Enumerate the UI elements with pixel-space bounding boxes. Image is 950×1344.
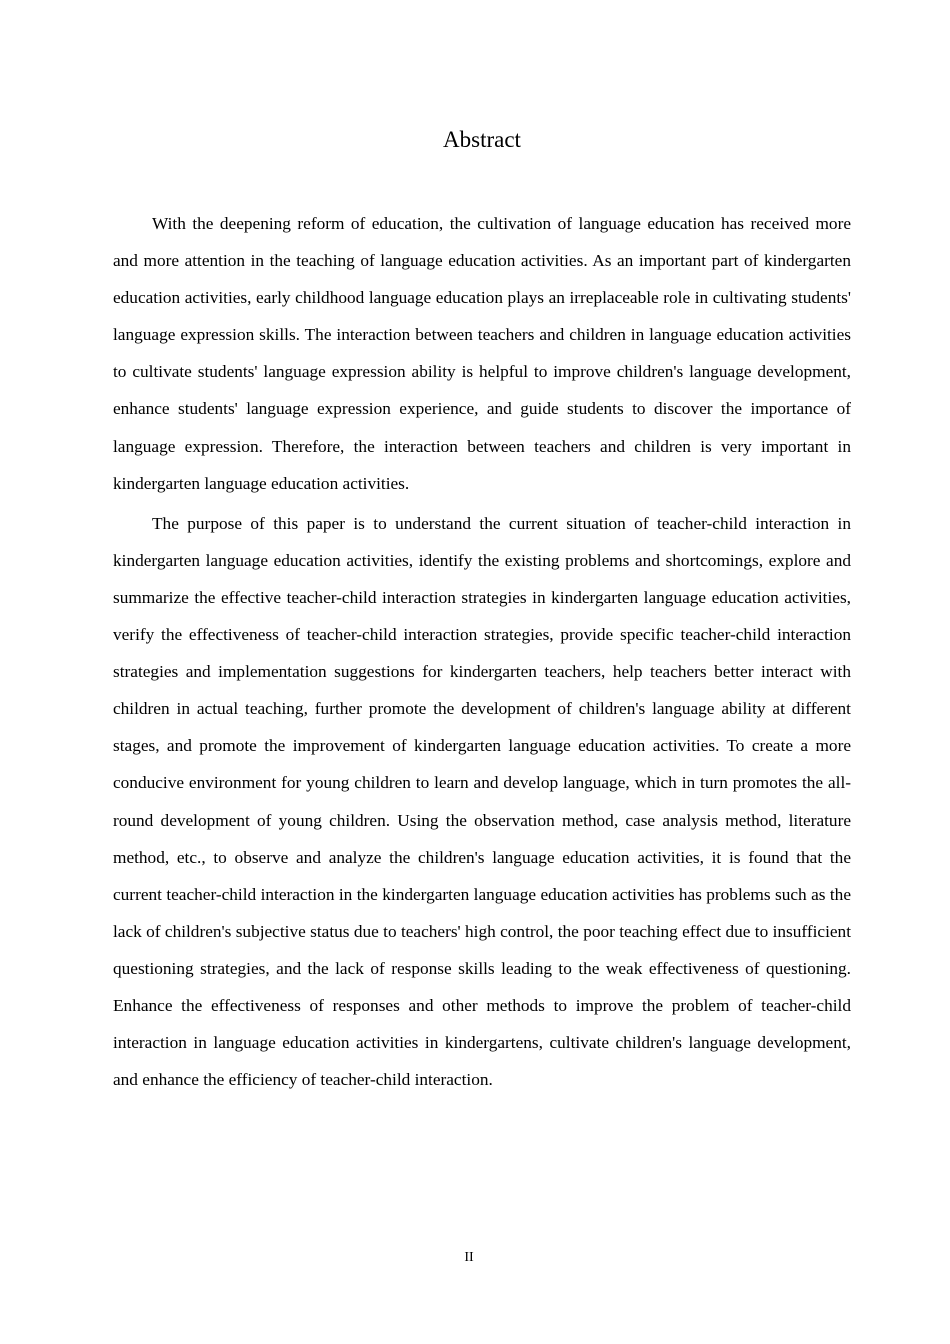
abstract-paragraph-1: With the deepening reform of education, the cultivation of language education has received more and more attention in the teaching of language education activities. As an important part of kindergarten education activities, early childhood language education plays an irreplaceable role in cultivating students' language expression skills. The interaction between teachers and children in language education activities to cultivate students' language expression ability is helpful to improve children's language development, enhance students' language expression experience, and guide students to discover the importance of language expression. Therefore, the interaction between teachers and children is very important in kindergarten language education activities. [113, 214, 851, 493]
abstract-body [113, 205, 851, 1101]
page-title: Abstract [443, 127, 521, 152]
page-number: II [464, 1250, 474, 1265]
abstract-paragraph-2: The purpose of this paper is to understand the current situation of teacher-child interaction in kindergarten language education activities, identify the existing problems and shortcomings, explore and summarize the effective teacher-child interaction strategies in kindergarten language education activities, verify the effectiveness of teacher-child interaction strategies, provide specific teacher-child interaction strategies and implementation suggestions for kindergarten teachers, help teachers better interact with children in actual teaching, further promote the development of children's language ability at different stages, and promote the improvement of kindergarten language education activities. To create a more conducive environment for young children to learn and develop language, which in turn promotes the all-round development of young children. Using the observation method, case analysis method, literature method, etc., to observe and analyze the children's language education activities, it is found that the current teacher-child interaction in the kindergarten language education activities has problems such as the lack of children's subjective status due to teachers' high control, the poor teaching effect due to insufficient questioning strategies, and the lack of response skills leading to the weak effectiveness of questioning. Enhance the effectiveness of responses and other methods to improve the problem of teacher-child interaction in language education activities in kindergartens, cultivate children's language development, and enhance the efficiency of teacher-child interaction. [113, 513, 851, 1090]
